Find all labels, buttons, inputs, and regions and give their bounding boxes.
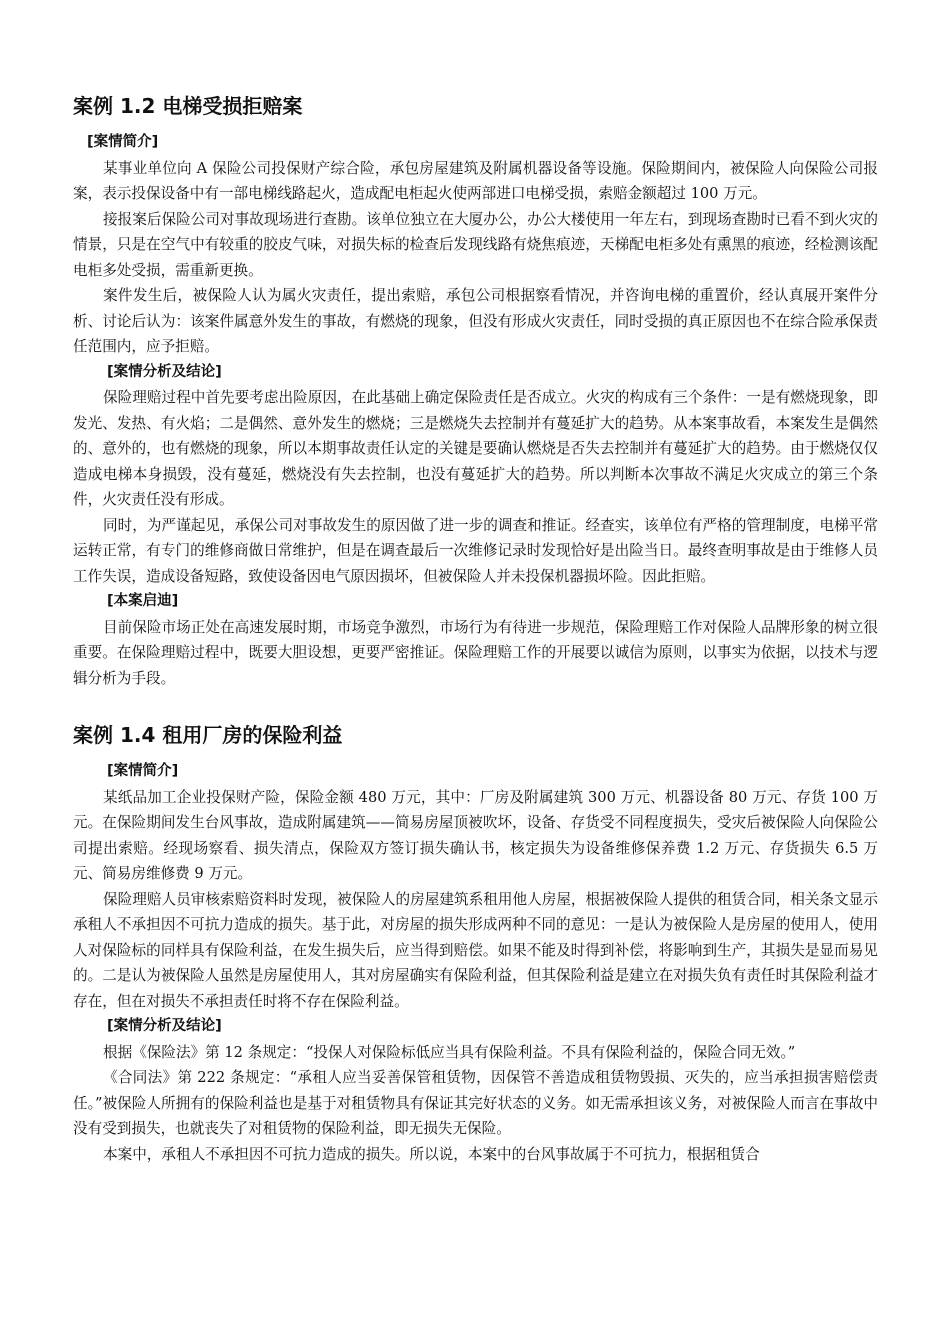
- case-2-analysis-paragraph: 《合同法》第 222 条规定：“承租人应当妥善保管租赁物，因保管不善造成租赁物毁损、灭失的，应当承担损害赔偿责任。”被保险人所拥有的保险利益也是基于对租赁物具有保证其完好状态的义务。如无需承担该义务，对被保险人而言在事故中没有受到损失，也就丧失了对租赁物的保险利益，即无损失无保险。: [73, 1069, 878, 1137]
- case-1-analysis-heading: [案情分析及结论]: [107, 363, 222, 380]
- case-1-analysis-paragraph: 保险理赔过程中首先要考虑出险原因，在此基础上确定保险责任是否成立。火灾的构成有三个条件：一是有燃烧现象，即发光、发热、有火焰；二是偶然、意外发生的燃烧；三是燃烧失去控制并有蔓延扩大的趋势。从本案事故看，本案发生是偶然的、意外的，也有燃烧的现象，所以本期事故责任认定的关键是要确认燃烧是否失去控制并有蔓延扩大的趋势。由于燃烧仅仅造成电梯本身损毁，没有蔓延，燃烧没有失去控制，也没有蔓延扩大的趋势。所以判断本次事故不满足火灾成立的第三个条件，火灾责任没有形成。: [73, 389, 878, 508]
- case-2-analysis-paragraph: 根据《保险法》第 12 条规定：“投保人对保险标低应当具有保险利益。不具有保险利益的，保险合同无效。”: [103, 1043, 796, 1061]
- case-1-analysis-paragraph: 同时，为严谨起见，承保公司对事故发生的原因做了进一步的调查和推证。经查实，该单位有严格的管理制度，电梯平常运转正常，有专门的维修商做日常维护，但是在调查最后一次维修记录时发现恰好是出险当日。最终查明事故是由于维修人员工作失误，造成设备短路，致使设备因电气原因损坏，但被保险人并未投保机器损坏险。因此拒赔。: [73, 516, 878, 585]
- case-2-intro-paragraph: 保险理赔人员审核索赔资料时发现，被保险人的房屋建筑系租用他人房屋，根据被保险人提供的租赁合同，相关条文显示承租人不承担因不可抗力造成的损失。基于此，对房屋的损失形成两种不同的意见：一是认为被保险人是房屋的使用人，使用人对保险标的同样具有保险利益，在发生损失后，应当得到赔偿。如果不能及时得到补偿，将影响到生产，其损失是显而易见的。二是认为被保险人虽然是房屋使用人，其对房屋确实有保险利益，但其保险利益是建立在对损失负有责任时其保险利益才存在，但在对损失不承担责任时将不存在保险利益。: [73, 890, 878, 1010]
- case-2-title: 案例 1.4 租用厂房的保险利益: [73, 723, 343, 747]
- case-2-intro-heading: [案情简介]: [107, 763, 179, 779]
- case-1-intro-paragraph: 案件发生后，被保险人认为属火灾责任，提出索赔，承包公司根据察看情况，并咨询电梯的重置价，经认真展开案件分析、讨论后认为：该案件属意外发生的事故，有燃烧的现象，但没有形成火灾责任，同时受损的真正原因也不在综合险承保责任范围内，应予拒赔。: [73, 287, 878, 355]
- case-1-title: 案例 1.2 电梯受损拒赔案: [73, 94, 303, 118]
- case-2-intro-paragraph: 某纸品加工企业投保财产险，保险金额 480 万元，其中：厂房及附属建筑 300 万元、机器设备 80 万元、存货 100 万元。在保险期间发生台风事故，造成附属建筑——简易房屋顶被吹坏，设备、存货受不同程度损失，受灾后被保险人向保险公司提出索赔。经现场察看、损失清点，保险双方签订损失确认书，核定损失为设备维修保养费 1.2 万元、存货损失 6.5 万元、简易房维修费 9 万元。: [73, 788, 878, 882]
- case-1-lesson-paragraph: 目前保险市场正处在高速发展时期，市场竞争激烈，市场行为有待进一步规范，保险理赔工作对保险人品牌形象的树立很重要。在保险理赔过程中，既要大胆设想，更要严密推证。保险理赔工作的开展要以诚信为原则，以事实为依据，以技术与逻辑分析为手段。: [73, 618, 878, 687]
- case-1-intro-paragraph: 某事业单位向 A 保险公司投保财产综合险，承包房屋建筑及附属机器设备等设施。保险期间内，被保险人向保险公司报案，表示投保设备中有一部电梯线路起火，造成配电柜起火使两部进口电梯受损，索赔金额超过 100 万元。: [73, 159, 878, 202]
- case-1-intro-heading: [案情简介]: [87, 134, 159, 150]
- case-2-analysis-heading: [案情分析及结论]: [107, 1018, 222, 1034]
- case-1-intro-paragraph: 接报案后保险公司对事故现场进行查勘。该单位独立在大厦办公，办公大楼使用一年左右，到现场查勘时已看不到火灾的情景，只是在空气中有较重的胶皮气味，对损失标的检查后发现线路有烧焦痕迹，天梯配电柜多处有熏黑的痕迹，经检测该配电柜多处受损，需重新更换。: [73, 210, 878, 279]
- case-1-lesson-heading: [本案启迪]: [107, 593, 179, 609]
- case-2-analysis-paragraph: 本案中，承租人不承担因不可抗力造成的损失。所以说，本案中的台风事故属于不可抗力，根据租赁合: [103, 1145, 760, 1163]
